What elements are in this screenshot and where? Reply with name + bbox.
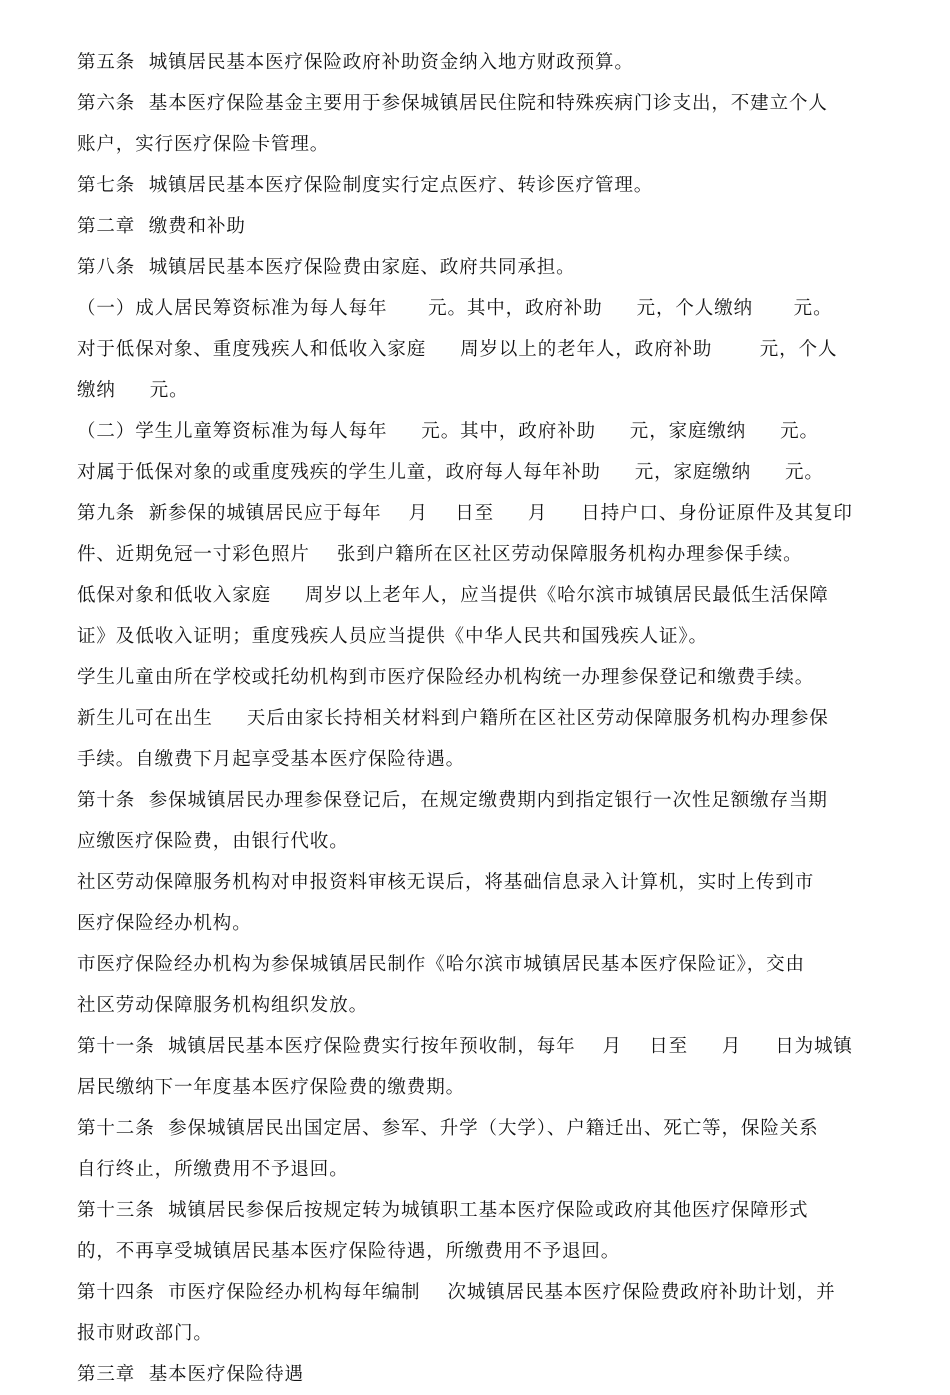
text-line: 居民缴纳下一年度基本医疗保险费的缴费期。 [77,1077,466,1098]
text-line: 第六条 基本医疗保险基金主要用于参保城镇居民住院和特殊疾病门诊支出，不建立个人 [77,93,828,114]
text-line: 第七条 城镇居民基本医疗保险制度实行定点医疗、转诊医疗管理。 [77,175,654,196]
text-line: （一）成人居民筹资标准为每人每年 元。其中，政府补助 元，个人缴纳 元。 [77,298,833,319]
text-line: 第十二条 参保城镇居民出国定居、参军、升学（大学）、户籍迁出、死亡等，保险关系 [77,1118,819,1139]
text-line: 第九条 新参保的城镇居民应于每年 月 日至 月 日持户口、身份证原件及其复印 [77,503,853,524]
text-line: 手续。自缴费下月起享受基本医疗保险待遇。 [77,749,466,770]
text-line: 件、近期免冠一寸彩色照片 张到户籍所在区社区劳动保障服务机构办理参保手续。 [77,544,803,565]
text-line: 应缴医疗保险费，由银行代收。 [77,831,349,852]
text-line: 第十四条 市医疗保险经办机构每年编制 次城镇居民基本医疗保险费政府补助计划，并 [77,1282,836,1303]
text-line: 低保对象和低收入家庭 周岁以上老年人，应当提供《哈尔滨市城镇居民最低生活保障 [77,585,829,606]
text-line: 自行终止，所缴费用不予退回。 [77,1159,349,1180]
text-line: 缴纳 元。 [77,380,189,401]
text-line: 社区劳动保障服务机构组织发放。 [77,995,369,1016]
text-line: 第十条 参保城镇居民办理参保登记后，在规定缴费期内到指定银行一次性足额缴存当期 [77,790,828,811]
text-line: （二）学生儿童筹资标准为每人每年 元。其中，政府补助 元，家庭缴纳 元。 [77,421,819,442]
chapter-heading: 第二章 缴费和补助 [77,216,246,237]
text-line: 账户，实行医疗保险卡管理。 [77,134,330,155]
text-line: 新生儿可在出生 天后由家长持相关材料到户籍所在区社区劳动保障服务机构办理参保 [77,708,829,729]
text-line: 社区劳动保障服务机构对申报资料审核无误后，将基础信息录入计算机，实时上传到市 [77,872,815,893]
text-line: 学生儿童由所在学校或托幼机构到市医疗保险经办机构统一办理参保登记和缴费手续。 [77,667,815,688]
chapter-heading: 第三章 基本医疗保险待遇 [77,1364,304,1385]
text-line: 医疗保险经办机构。 [77,913,252,934]
text-line: 报市财政部门。 [77,1323,213,1344]
text-line: 第五条 城镇居民基本医疗保险政府补助资金纳入地方财政预算。 [77,52,634,73]
text-line: 第八条 城镇居民基本医疗保险费由家庭、政府共同承担。 [77,257,576,278]
text-line: 证》及低收入证明；重度残疾人员应当提供《中华人民共和国残疾人证》。 [77,626,708,647]
text-line: 对于低保对象、重度残疾人和低收入家庭 周岁以上的老年人，政府补助 元，个人 [77,339,838,360]
text-line: 市医疗保险经办机构为参保城镇居民制作《哈尔滨市城镇居民基本医疗保险证》，交由 [77,954,805,975]
text-line: 第十一条 城镇居民基本医疗保险费实行按年预收制，每年 月 日至 月 日为城镇 [77,1036,853,1057]
text-line: 对属于低保对象的或重度残疾的学生儿童，政府每人每年补助 元，家庭缴纳 元。 [77,462,824,483]
text-line: 第十三条 城镇居民参保后按规定转为城镇职工基本医疗保险或政府其他医疗保障形式 [77,1200,809,1221]
text-line: 的，不再享受城镇居民基本医疗保险待遇，所缴费用不予退回。 [77,1241,621,1262]
